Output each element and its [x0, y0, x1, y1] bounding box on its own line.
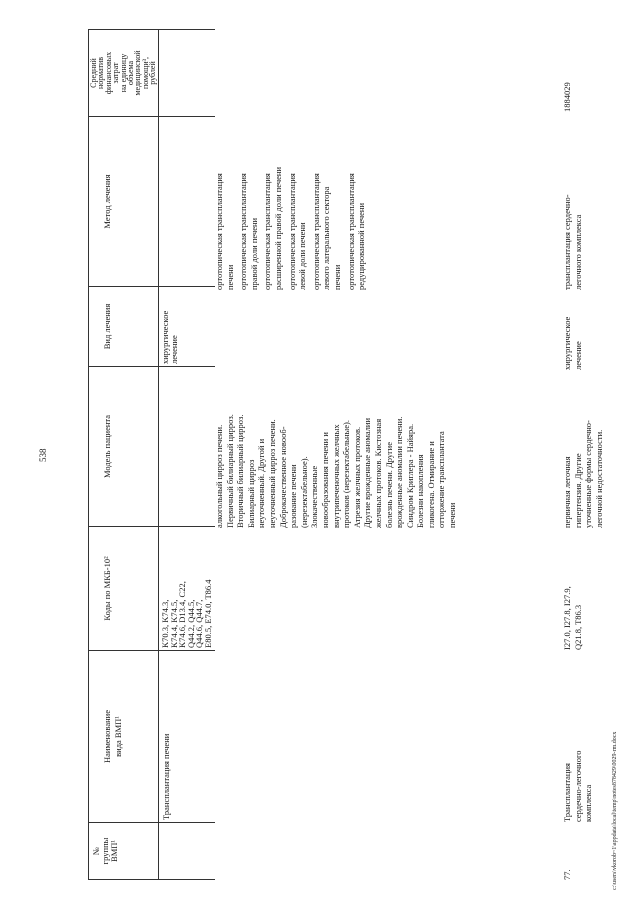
table-border-top	[88, 30, 89, 880]
row-text: гипертензия. Другие	[572, 453, 583, 528]
row-text: Синдром Криглера - Найяра.	[404, 423, 415, 528]
row-text: протоков (нерезектабельные).	[341, 420, 352, 528]
col-divider-1	[88, 822, 215, 823]
row-text: уточненные формы сердечно-	[583, 420, 594, 528]
header-model	[102, 369, 113, 524]
row-text: Атрезия желчных протоков.	[351, 426, 362, 528]
row-text: врожденные аномалии печени.	[394, 416, 405, 528]
header-text: финансовых	[103, 51, 113, 95]
row-text: I27.0, I27.8, I27.9,	[562, 586, 572, 650]
rotated-table	[88, 30, 215, 880]
row-text: разование печени	[288, 464, 299, 528]
row-text: ортотопическая трансплантация	[345, 173, 356, 290]
row-text: неуточненный цирроз печени.	[266, 419, 277, 528]
page-number-text: 538	[38, 448, 48, 462]
header-text: объема	[126, 60, 136, 86]
row1-methods-block	[214, 115, 367, 290]
row-text: хирургическое	[160, 310, 170, 364]
row-text: легочной недостаточности.	[593, 429, 604, 528]
row-text: E80.5, E74.0, T86.4	[202, 579, 213, 648]
row-text: Билиарный цирроз	[245, 459, 256, 528]
row-text: ортотопическая трансплантация	[214, 173, 224, 290]
row-text: ортотопическая трансплантация	[238, 173, 249, 290]
row2-norm	[562, 32, 573, 112]
table-border-right	[88, 29, 215, 30]
row-text: Q21.8, T86.3	[572, 604, 583, 650]
row-text: Трансплантация	[562, 763, 572, 822]
row-text: (нерезектабельное).	[298, 456, 309, 528]
row-text: лечение	[168, 335, 179, 364]
row-text: Q44.6, Q44.7,	[194, 599, 205, 648]
header-text: Коды по МКБ-10²	[102, 556, 112, 621]
header-text: медицинской	[133, 50, 143, 96]
row-text: левой доли печени	[297, 222, 308, 290]
header-norm	[90, 32, 157, 114]
header-text: Средний	[89, 58, 98, 88]
row-text: Трансплантация печени	[161, 733, 171, 820]
col-divider-4	[88, 366, 215, 367]
col-divider-5	[88, 286, 215, 287]
header-text: вида ВМП¹	[112, 716, 123, 757]
page-number	[38, 442, 48, 462]
row-text: алкогольный цирроз печени.	[214, 424, 224, 528]
header-text: Модель пациента	[102, 414, 112, 479]
row1-name	[161, 653, 172, 820]
col-divider-2	[88, 650, 215, 651]
header-text: норматив	[96, 56, 106, 90]
row-text: желчных протоков. Кистозная	[372, 418, 383, 528]
row-text: K74.4, K74.5,	[168, 599, 179, 648]
row2-patient-model	[562, 368, 604, 528]
row-text: сердечно-легочного	[572, 750, 583, 822]
row-text: комплекса	[583, 784, 594, 822]
col-divider-3	[88, 526, 215, 527]
header-text: ВМП¹	[109, 840, 119, 862]
header-text: Наименование	[102, 710, 112, 763]
header-text: Вид лечения	[102, 303, 112, 350]
header-text: группы	[100, 837, 110, 865]
row-text: ортотопическая трансплантация	[262, 173, 273, 290]
row-text: хирургическое	[562, 316, 572, 370]
header-text: на единицу	[118, 53, 128, 93]
row-text: ортотопическая трансплантация	[286, 173, 297, 290]
row-text: Болезни накопления	[415, 454, 426, 528]
header-icd	[102, 529, 113, 648]
row-text: Первичный билиарный цирроз.	[224, 414, 235, 528]
row-text: расширенной правой доли печени	[272, 166, 283, 290]
row-text: Доброкачественное новооб-	[277, 426, 288, 528]
row2-treatment-type	[562, 290, 583, 370]
row-text: Злокачественные	[309, 465, 320, 528]
header-treatment-type	[102, 289, 113, 364]
header-text: Метод лечения	[102, 174, 112, 229]
header-name	[102, 653, 123, 820]
document-path	[612, 590, 618, 890]
row2-method	[562, 120, 583, 290]
header-text: помощи³,	[140, 56, 150, 90]
header-method	[102, 119, 113, 284]
row-text: 77.	[562, 869, 572, 880]
row-text: лечение	[572, 341, 583, 370]
row-text: редуцированной печени	[356, 202, 367, 290]
row-text: Q44.2, Q44.5,	[185, 599, 196, 648]
row1-model-block	[214, 368, 458, 528]
row-text: болезнь печени. Другие	[383, 442, 394, 528]
row2-name	[562, 682, 594, 822]
header-text: рублей	[148, 61, 158, 85]
row-text: 1884029	[562, 82, 572, 112]
row-text: ортотопическая трансплантация	[310, 173, 321, 290]
row-text: первичная легочная	[562, 456, 572, 528]
header-text: №	[91, 846, 101, 856]
row-text: K70.3, K74.3,	[160, 599, 170, 648]
header-group	[92, 825, 119, 877]
row-text: легочного комплекса	[572, 214, 583, 290]
row-text: K74.6, D13.4, C22,	[177, 581, 188, 648]
row-text: печени	[331, 264, 342, 290]
row2-group-number	[562, 840, 573, 880]
col-divider-6	[88, 116, 215, 117]
row-text: трансплантация сердечно-	[562, 194, 572, 290]
header-bottom-line	[158, 30, 159, 880]
row-text: печени	[447, 502, 458, 528]
row-text: Другие врожденные аномалии	[362, 417, 373, 528]
row-text: отторжение трансплантата	[436, 431, 447, 528]
row-text: новообразования печени и	[319, 432, 330, 528]
row-text: печени	[224, 264, 235, 290]
row-text: неуточненный. Другой и	[256, 438, 267, 528]
row-text: левого латерального сектора	[321, 186, 332, 290]
row-text: гликогена. Отмирание и	[425, 441, 436, 528]
row-text: Вторичный билиарный цирроз.	[235, 414, 246, 528]
row1-treatment-type	[161, 289, 178, 364]
table-border-left	[88, 879, 215, 880]
row2-icd-codes	[562, 530, 583, 650]
row1-icd-codes	[161, 529, 213, 648]
header-text: затрат	[111, 62, 121, 84]
document-path-text: c:\users\vkorob~1\appdata\local\temp\notes878429\0029-rm.docx	[612, 731, 618, 890]
row-text: правой доли печени	[248, 217, 259, 290]
row-text: внутрипеченочных желчных	[330, 424, 341, 528]
